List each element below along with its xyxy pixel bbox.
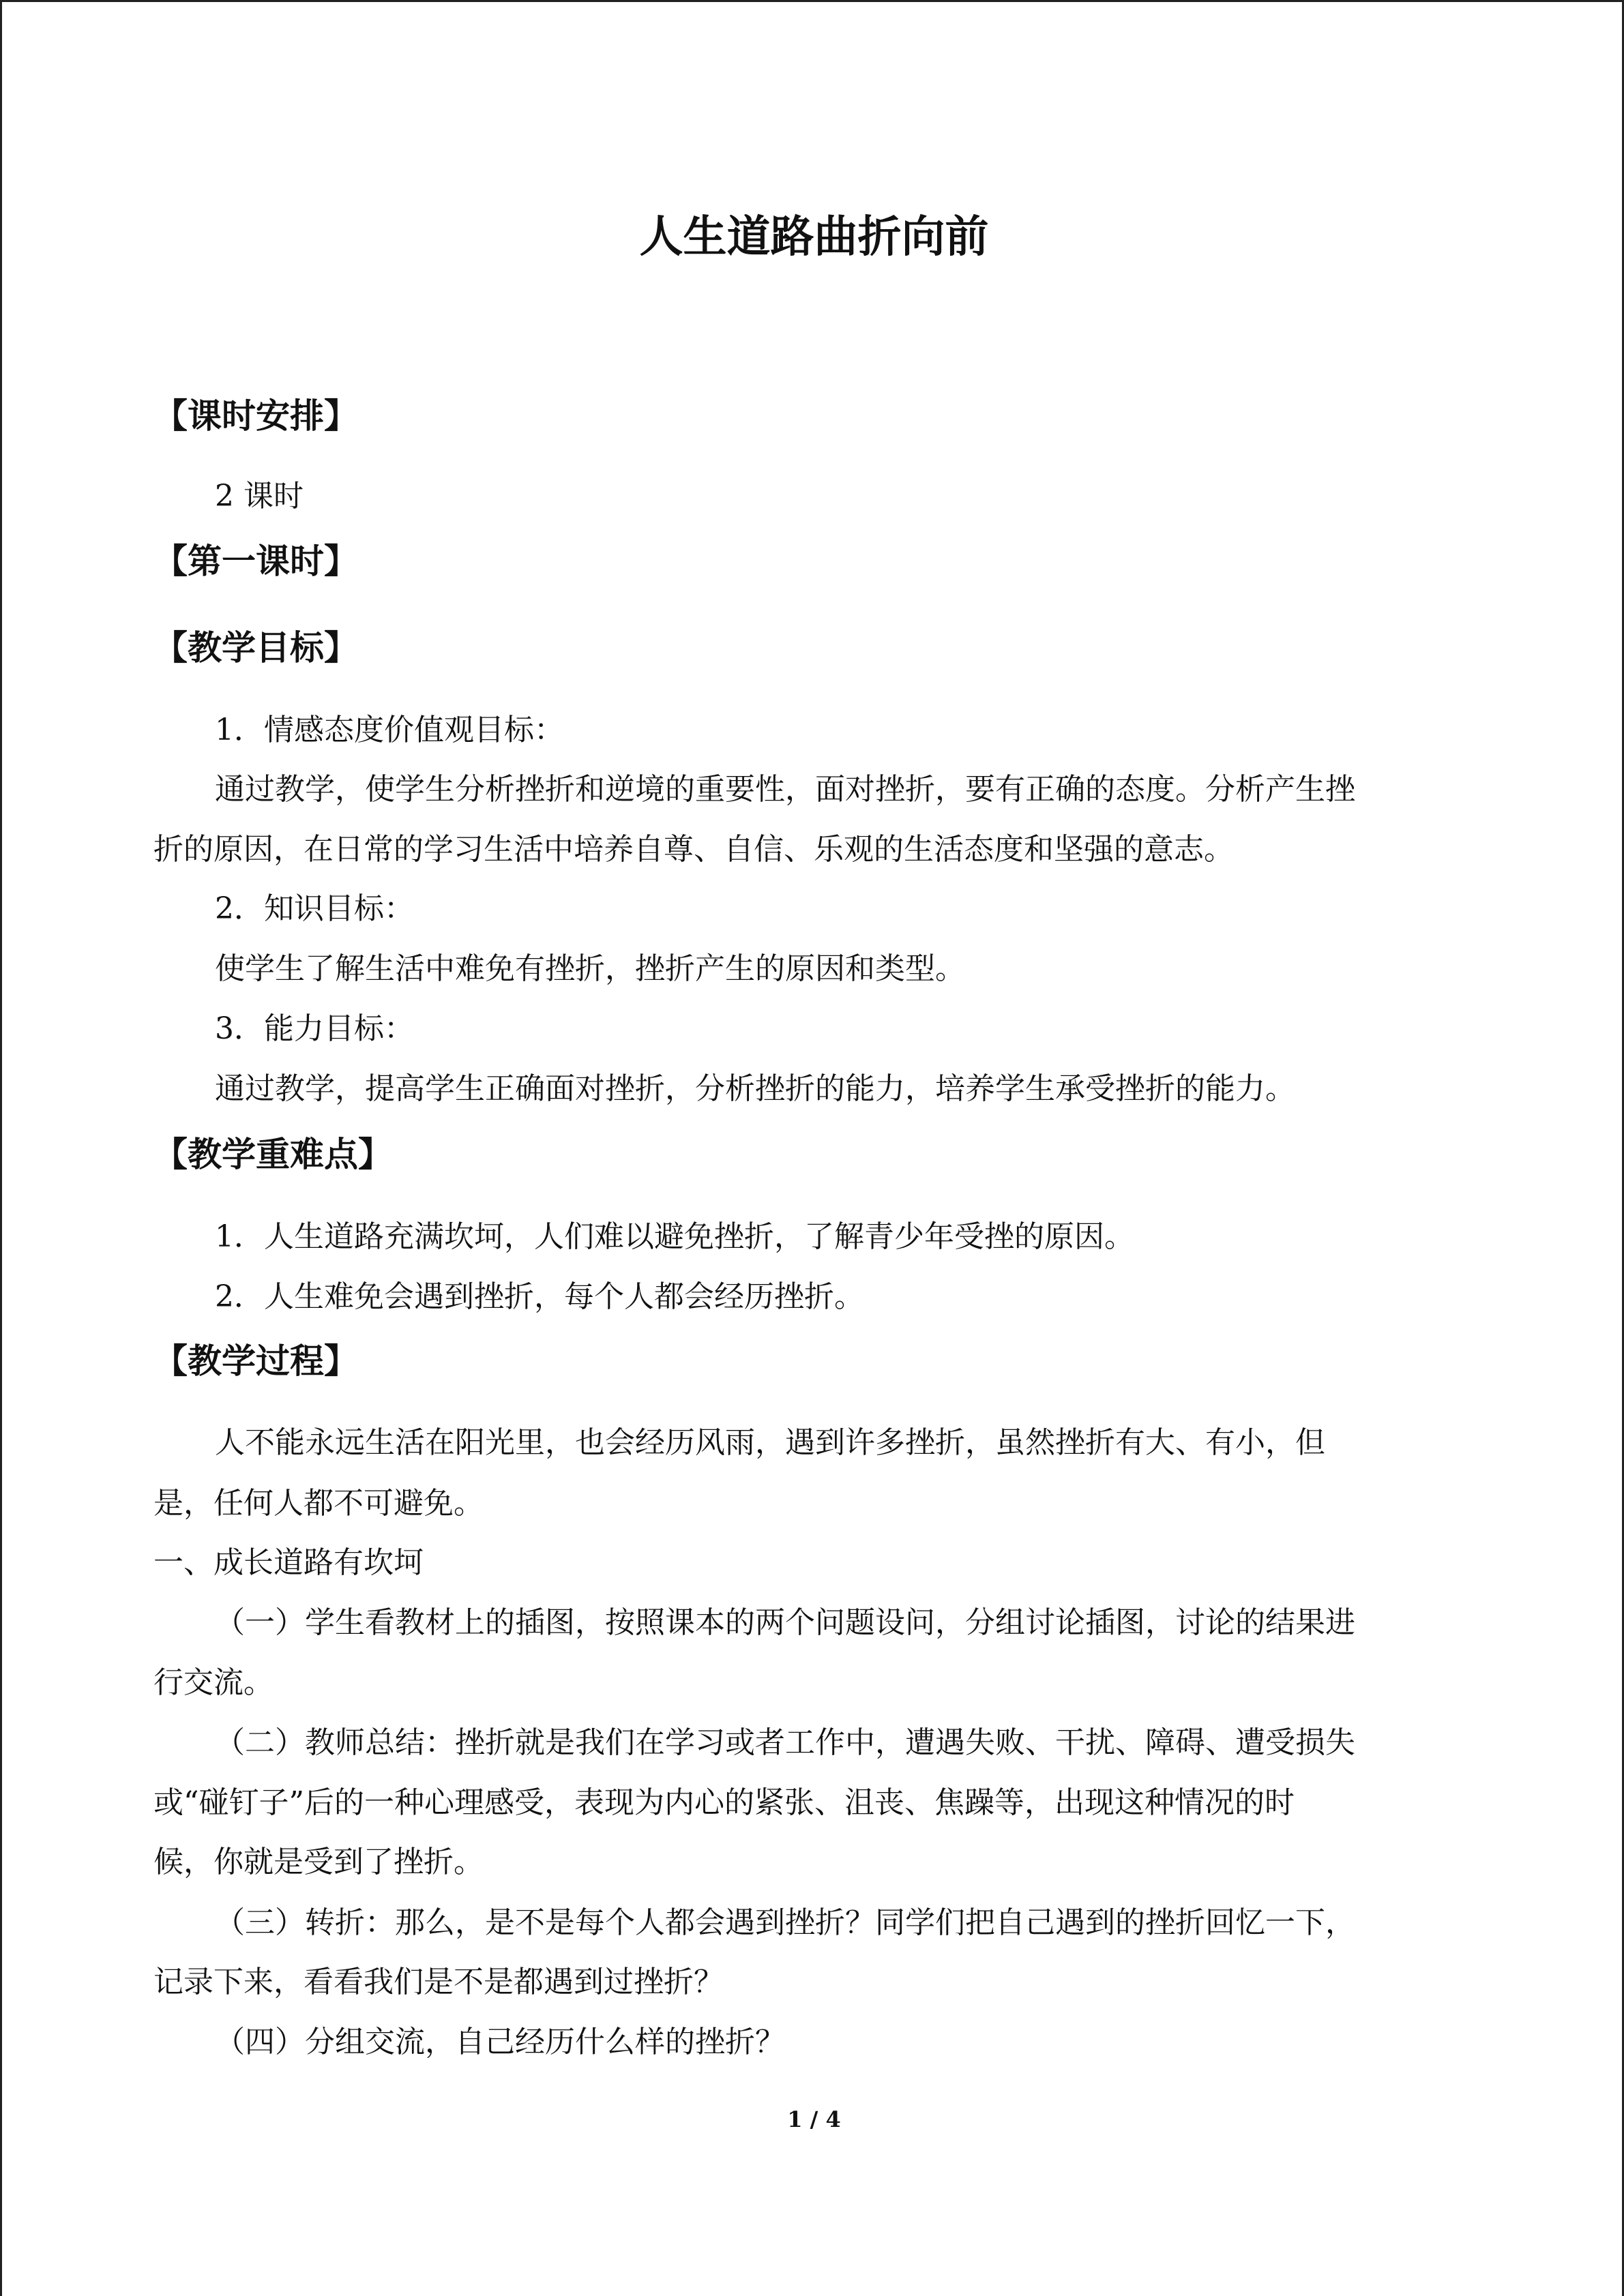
process-line: （二）教师总结：挫折就是我们在学习或者工作中，遭遇失败、干扰、障碍、遭受损失: [215, 1725, 1355, 1760]
schedule-text: 2 课时: [215, 479, 304, 513]
key-points-line: 1．人生道路充满坎坷，人们难以避免挫折，了解青少年受挫的原因。: [215, 1219, 1134, 1254]
goals-line: 折的原因，在日常的学习生活中培养自尊、自信、乐观的生活态度和坚强的意志。: [153, 832, 1234, 867]
process-line: 一、成长道路有坎坷: [153, 1545, 424, 1580]
key-points-line: 2．人生难免会遇到挫折，每个人都会经历挫折。: [215, 1279, 864, 1314]
goals-line: 通过教学，使学生分析挫折和逆境的重要性，面对挫折，要有正确的态度。分析产生挫: [215, 772, 1355, 807]
process-line: 行交流。: [153, 1665, 274, 1700]
process-line: 人不能永远生活在阳光里，也会经历风雨，遇到许多挫折，虽然挫折有大、有小，但: [215, 1425, 1325, 1460]
heading-schedule: 【课时安排】: [153, 396, 358, 436]
process-line: 候，你就是受到了挫折。: [153, 1845, 484, 1879]
process-line: 是，任何人都不可避免。: [153, 1486, 484, 1521]
goals-line: 使学生了解生活中难免有挫折，挫折产生的原因和类型。: [215, 951, 965, 986]
goals-line: 2．知识目标：: [215, 891, 414, 926]
goals-line: 1．情感态度价值观目标：: [215, 713, 564, 747]
heading-first-lesson: 【第一课时】: [153, 541, 358, 581]
process-line: （四）分组交流，自己经历什么样的挫折？: [215, 2025, 785, 2059]
page-number: 1 / 4: [787, 2106, 841, 2132]
document-title: 人生道路曲折向前: [639, 212, 989, 263]
process-line: 或“碰钉子”后的一种心理感受，表现为内心的紧张、沮丧、焦躁等，出现这种情况的时: [153, 1785, 1295, 1820]
goals-line: 3．能力目标：: [215, 1011, 414, 1046]
heading-key-points: 【教学重难点】: [153, 1135, 392, 1174]
process-line: （一）学生看教材上的插图，按照课本的两个问题设问，分组讨论插图，讨论的结果进: [215, 1605, 1355, 1640]
goals-line: 通过教学，提高学生正确面对挫折，分析挫折的能力，培养学生承受挫折的能力。: [215, 1071, 1295, 1106]
process-line: （三）转折：那么，是不是每个人都会遇到挫折？同学们把自己遇到的挫折回忆一下，: [215, 1905, 1355, 1940]
heading-process: 【教学过程】: [153, 1341, 358, 1381]
heading-goals: 【教学目标】: [153, 628, 358, 668]
process-line: 记录下来，看看我们是不是都遇到过挫折？: [153, 1965, 724, 1999]
